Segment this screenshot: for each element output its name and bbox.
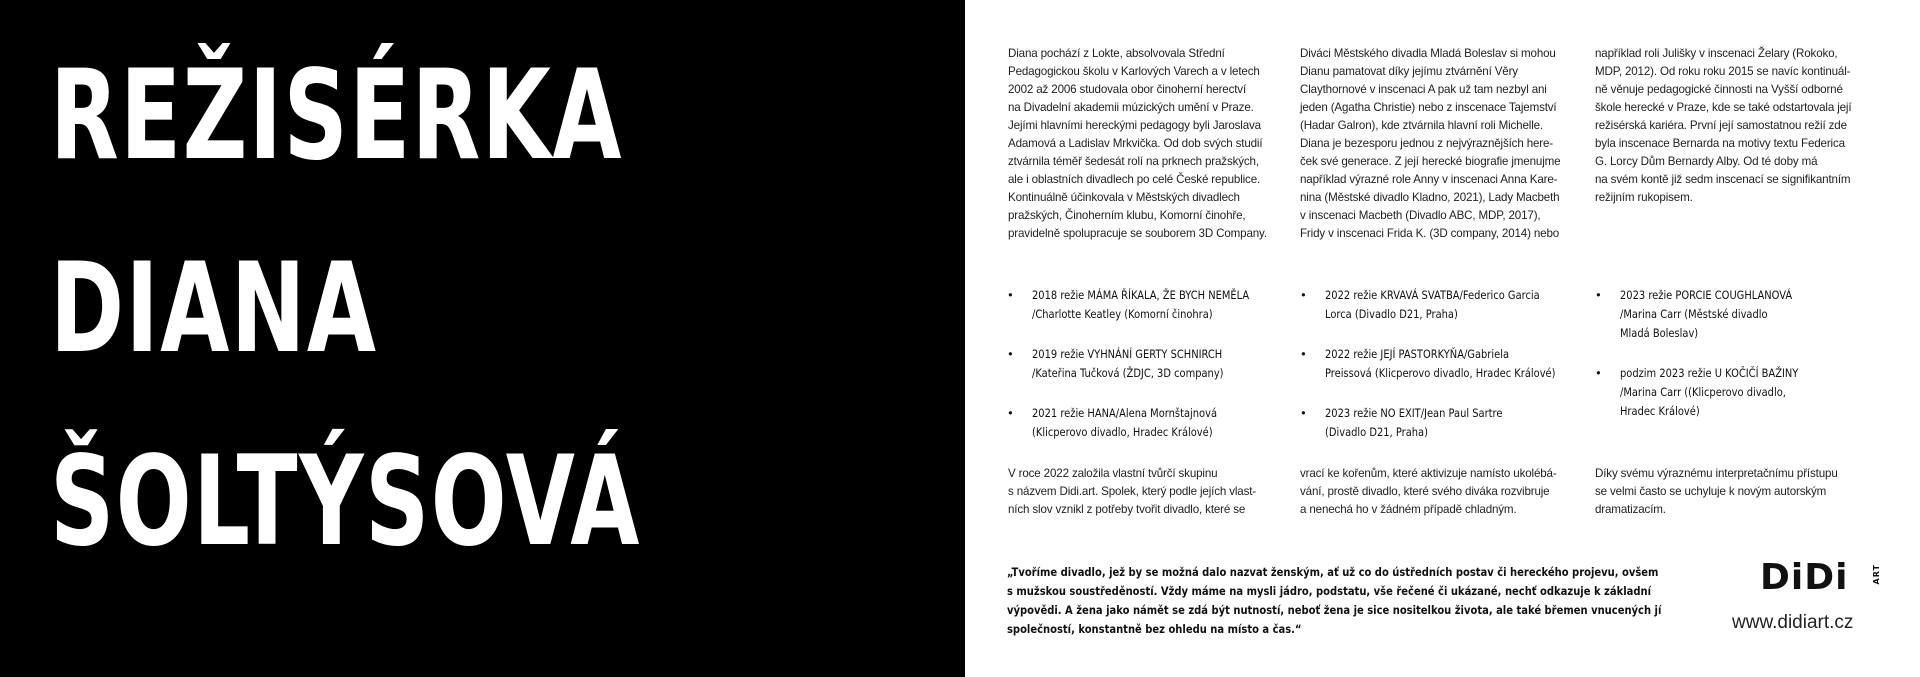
heading-line-3: ŠOLTÝSOVÁ — [50, 430, 641, 574]
production-item — [1300, 404, 1593, 442]
bio-text-line: G. Lorcy Dům Bernardy Alby. Od té doby má — [1595, 155, 1818, 168]
bio-text-line: pravidelně spolupracuje se souborem 3D Company. — [1008, 227, 1267, 240]
bio-text-line: Diana pochází z Lokte, absolvovala Střední — [1008, 47, 1225, 60]
production-title: 2019 režie VYHNÁNÍ GERTY SCHNIRCH — [1032, 347, 1223, 361]
didi-text-line: s názvem Didi.art. Spolek, který podle jejích vlast- — [1008, 485, 1257, 498]
heading-line-2: DIANA — [50, 237, 378, 381]
bullet-icon: • — [1300, 347, 1307, 361]
bio-text-line: ale i oblastních divadlech po celé České republice. — [1008, 173, 1261, 186]
bio-text-line: Jejími hlavními hereckými pedagogy byli Jaroslava — [1008, 119, 1261, 132]
bio-text-line: Kontinuálně účinkovala v Městských divadlech — [1008, 191, 1240, 204]
production-title: 2023 režie NO EXIT/Jean Paul Sartre — [1325, 406, 1503, 420]
production-title: 2021 režie HANA/Alena Mornštajnová — [1032, 406, 1218, 420]
production-item — [1007, 345, 1285, 383]
website-link[interactable]: www.didiart.cz — [1732, 612, 1854, 633]
bullet-icon: • — [1595, 366, 1602, 380]
production-item — [1007, 404, 1285, 442]
bio-column-3 — [1595, 45, 1851, 207]
production-title: 2022 režie JEJÍ PASTORKYŇA/Gabriela — [1325, 347, 1510, 361]
production-details: Lorca (Divadlo D21, Praha) — [1325, 307, 1458, 321]
bio-text-line: jeden (Agatha Christie) nebo z inscenace Tajemství — [1300, 101, 1557, 114]
content-panel — [965, 0, 1920, 677]
bio-text-line: například výrazné role Anny v inscenaci Anna Kare- — [1300, 173, 1558, 186]
didi-text-line: V roce 2022 založila vlastní tvůrčí skupinu — [1008, 467, 1218, 480]
production-details: Mladá Boleslav) — [1620, 326, 1699, 340]
didi-column-1 — [1008, 465, 1256, 519]
bullet-icon: • — [1007, 406, 1014, 420]
bio-text-line: Claythornové v inscenaci A pak už tam nezbyl ani — [1300, 83, 1547, 96]
quote-line: společností, konstantně bez ohledu na místo a čas.“ — [1007, 622, 1302, 636]
didi-text-line: Díky svému výraznému interpretačnímu přístupu — [1595, 467, 1838, 480]
production-details: /Marina Carr ((Klicperovo divadlo, — [1620, 385, 1786, 399]
logo-text: DiDi — [1760, 557, 1849, 598]
bio-text-line: na Divadelní akademii múzických umění v Praze. — [1008, 101, 1254, 114]
bio-column-2 — [1300, 45, 1560, 243]
heading-line-1: REŽISÉRKA — [50, 44, 623, 188]
bio-text-line: ček své generace. Z její herecké biografie jmenujme — [1300, 155, 1561, 168]
bio-text-line: byla inscenace Bernarda na motivy textu Federica — [1595, 137, 1845, 150]
productions-list-3 — [1595, 286, 1827, 442]
bio-text-line: 2002 až 2006 studovala obor činoherní herectví — [1008, 83, 1247, 96]
didi-text-line: a nenechá ho v žádném případě chladným. — [1300, 503, 1517, 516]
bio-column-1 — [1008, 45, 1267, 243]
production-title: 2018 režie MÁMA ŘÍKALA, ŽE BYCH NEMĚLA — [1032, 288, 1250, 302]
quote-block — [1007, 563, 1768, 639]
bio-text-line: ně věnuje pedagogické činnosti na Vyšší odborné — [1595, 83, 1843, 96]
bullet-icon: • — [1007, 347, 1014, 361]
bullet-icon: • — [1007, 288, 1014, 302]
production-details: /Charlotte Keatley (Komorní činohra) — [1032, 307, 1213, 321]
production-details: Preissová (Klicperovo divadlo, Hradec Králové) — [1325, 366, 1556, 380]
bio-text-line: v inscenaci Macbeth (Divadlo ABC, MDP, 2017), — [1300, 209, 1541, 222]
production-details: Hradec Králové) — [1620, 404, 1700, 418]
bio-text-line: Dianu pamatovat díky jejímu ztvárnění Věry — [1300, 65, 1518, 78]
bio-text-line: Diana je bezesporu jednou z nejvýraznějších here- — [1300, 137, 1554, 150]
bio-text-line: nina (Městské divadlo Kladno, 2021), Lady Macbeth — [1300, 191, 1560, 204]
production-title: 2022 režie KRVAVÁ SVATBA/Federico Garcia — [1325, 288, 1540, 302]
bio-text-line: například roli Julišky v inscenaci Želary (Rokoko, — [1595, 47, 1838, 60]
production-details: /Marina Carr (Městské divadlo — [1620, 307, 1768, 321]
bullet-icon: • — [1300, 406, 1307, 420]
productions-list-1 — [1007, 286, 1285, 463]
bio-text-line: pražských, Činoherním klubu, Komorní činohře, — [1008, 209, 1246, 222]
production-item — [1595, 286, 1827, 343]
quote-line: s mužskou soustředěností. Vždy máme na mysli jádro, podstatu, vše řečené či ukázané, nechť odkazuje k základní — [1007, 584, 1652, 598]
didi-column-2 — [1300, 465, 1557, 519]
didi-text-line: vání, prostě divadlo, které svého diváka rozvibruje — [1300, 485, 1550, 498]
didi-text-line: dramatizacím. — [1595, 503, 1666, 516]
didi-column-3 — [1595, 465, 1838, 519]
production-item — [1300, 345, 1593, 383]
didi-text-line: ních slov vznikl z potřeby tvořit divadlo, které se — [1008, 503, 1246, 516]
didi-text-line: se velmi často se uchyluje k novým autorským — [1595, 485, 1827, 498]
bullet-icon: • — [1300, 288, 1307, 302]
bio-text-line: škole herecké v Praze, kde se také odstartovala její — [1595, 101, 1852, 114]
productions-list-2 — [1300, 286, 1593, 463]
production-details: (Klicperovo divadlo, Hradec Králové) — [1032, 425, 1213, 439]
bio-text-line: ztvárnila téměř šedesát rolí na prknech pražských, — [1008, 155, 1259, 168]
production-item — [1007, 286, 1285, 324]
production-title: 2023 režie PORCIE COUGHLANOVÁ — [1620, 288, 1793, 302]
quote-line: výpovědi. A žena jako námět se zdá být nutností, neboť žena je sice nositelkou života, ale také břemen vnucených jí — [1007, 603, 1662, 617]
quote-line: „Tvoříme divadlo, jež by se možná dalo nazvat ženským, ať už co do ústředních postav či hereckého projevu, ovšem — [1007, 565, 1659, 579]
bio-text-line: Diváci Městského divadla Mladá Boleslav si mohou — [1300, 47, 1556, 60]
production-details: /Kateřina Tučková (ŽDJC, 3D company) — [1032, 366, 1224, 380]
bio-text-line: MDP, 2012). Od roku roku 2015 se navíc kontinuál- — [1595, 65, 1851, 78]
production-item — [1300, 286, 1593, 324]
logo-sub: ART — [1872, 564, 1881, 585]
bio-text-line: Adamová a Ladislav Mrkvička. Od dob svých studií — [1008, 137, 1263, 150]
bullet-icon: • — [1595, 288, 1602, 302]
bio-text-line: režisérská kariéra. První její samostatnou režií zde — [1595, 119, 1847, 132]
bio-text-line: Pedagogickou školu v Karlových Varech a v letech — [1008, 65, 1260, 78]
didi-text-line: vrací ke kořenům, které aktivizuje namísto ukolébá- — [1300, 467, 1557, 480]
bio-text-line: (Hadar Galron), kde ztvárnila hlavní roli Michelle. — [1300, 119, 1544, 132]
production-item — [1595, 364, 1827, 421]
bio-text-line: na svém kontě již sedm inscenací se signifikantním — [1595, 173, 1851, 186]
production-details: (Divadlo D21, Praha) — [1325, 425, 1428, 439]
didi-logo — [1760, 556, 1881, 600]
bio-text-line: Fridy v inscenaci Frida K. (3D company, 2014) nebo — [1300, 227, 1560, 240]
production-title: podzim 2023 režie U KOČIČÍ BAŽINY — [1620, 366, 1799, 380]
bio-text-line: režijním rukopisem. — [1595, 191, 1693, 204]
